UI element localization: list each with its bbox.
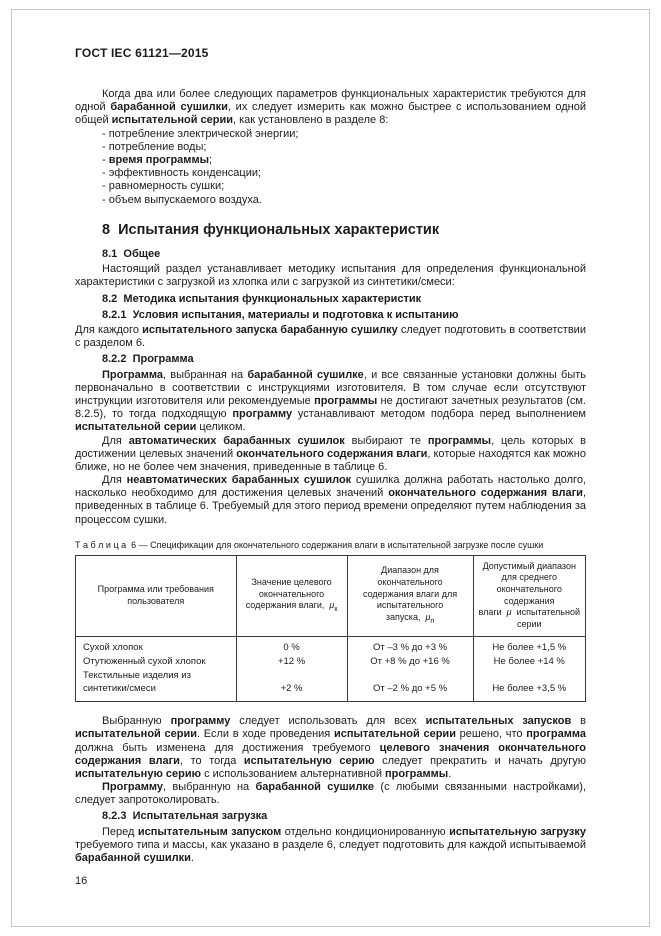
subsection-heading: 8.2.1 Условия испытания, материалы и подготовка к испытанию [102, 308, 459, 321]
emphasized-text: испытательную серию [243, 754, 375, 767]
text-run: Диапазон для окончательного содержания влаги для испытательного запуска, [363, 565, 458, 623]
text-run: , их следует измерить как можно быстрее с использованием одной общей [75, 101, 586, 127]
subsection-heading: 8.2.2 Программа [102, 353, 194, 366]
text-run: ; [208, 153, 213, 166]
text-run: - потребление электрической энергии; [102, 127, 299, 140]
emphasized-text: барабанной сушилке [255, 781, 375, 794]
table-cell: +12 % [236, 655, 347, 669]
page-number: 16 [75, 875, 88, 887]
emphasized-text: программу [170, 715, 231, 728]
list-item [75, 141, 586, 154]
paragraph [75, 324, 586, 350]
text-run: Значение целевого окончательного содержания влаги, [245, 577, 332, 611]
table-cell: От –2 % до +5 % [347, 669, 473, 701]
emphasized-text: испытательную загрузку [449, 825, 586, 838]
list-item [75, 180, 586, 193]
text-run: (с любыми связанными настройками), следует запротоколировать. [75, 781, 587, 807]
emphasized-text: целевого значения окончательного содержания влаги [75, 741, 587, 767]
emphasized-text: Программа [102, 368, 164, 381]
table-row [76, 655, 586, 669]
text-run: устанавливают методом подбора перед выполнением [292, 408, 586, 421]
emphasized-text: неавтоматических барабанных сушилок [126, 474, 352, 487]
text-run: сушилка должна работать настолько долго, насколько необходимо для достижения целевых значений [75, 474, 586, 500]
document-content [75, 88, 586, 865]
column-header [347, 555, 473, 636]
text-run: Перед [102, 825, 138, 838]
text-run: μ [329, 600, 335, 611]
text-run: , как установлено в разделе 8: [233, 114, 389, 127]
emphasized-text: барабанной сушилки [110, 101, 228, 114]
subsection-heading: 8.1 Общее [102, 248, 161, 261]
table-row [76, 669, 586, 701]
emphasized-text: Программу [102, 781, 164, 794]
table-body [76, 636, 586, 701]
paragraph [75, 715, 586, 781]
subsection-heading: 8.2 Методика испытания функциональных характеристик [102, 292, 422, 305]
text-run: Допустимый диапазон для среднего окончательного содержания влаги [478, 560, 576, 618]
paragraph [75, 435, 586, 475]
text-run: не достигают зачетных результатов (см. 8.2.5), то тогда подходящую [75, 394, 586, 421]
emphasized-text: испытательных запусков [425, 715, 572, 728]
text-run: требуемого типа и массы, как указано в разделе 6, следует подготовить для каждой испытываемой [75, 838, 586, 851]
emphasized-text: программы [314, 394, 378, 407]
text-run: п [430, 617, 435, 625]
text-run: следует подготовить в соответствии с разделом 6. [75, 324, 586, 350]
emphasized-text: испытательной серии [75, 421, 197, 434]
text-run: Программа или требования пользователя [97, 584, 214, 606]
emphasized-text: испытательным запуском [137, 825, 282, 838]
table-cell: От –3 % до +3 % [347, 636, 473, 655]
text-run: - объем выпускаемого воздуха. [102, 193, 262, 206]
subsection-heading: 8.2.3 Испытательная загрузка [102, 810, 268, 823]
document-header: ГОСТ IEC 61121—2015 [75, 46, 209, 60]
emphasized-text: автоматических барабанных сушилок [128, 434, 345, 447]
paragraph [75, 781, 586, 807]
text-run: , выбранная на [163, 368, 248, 381]
text-run: в [571, 715, 586, 728]
paragraph [75, 263, 586, 289]
text-run: Для [102, 474, 127, 487]
text-run: решено, что [455, 728, 527, 741]
table-head [76, 555, 586, 636]
text-run: следует использовать для всех [230, 715, 426, 728]
emphasized-text: испытательного запуска барабанную сушилку [142, 324, 398, 337]
text-run: Для каждого [75, 324, 143, 337]
section-heading: 8 Испытания функциональных характеристик [102, 221, 440, 238]
text-run: следует прекратить и начать другую [374, 754, 586, 767]
text-run: выбирают те [344, 434, 428, 447]
text-run: - [102, 153, 109, 166]
text-run: , выбранную на [163, 781, 256, 794]
emphasized-text: испытательной серии [75, 728, 197, 741]
emphasized-text: испытательной серии [333, 728, 456, 741]
table-caption: Т а б л и ц а 6 — Спецификации для окончательного содержания влаги в испытательной загрузке после сушки [75, 539, 544, 550]
emphasized-text: окончательного содержания влаги [236, 447, 428, 460]
text-run: , и все связанные установки должны быть первоначально в соответствии с инструкциями изготовителя. В том случае если отсутствуют инструкции изготовителя или рекомендуемые [75, 368, 587, 407]
text-run: испытательной серии [511, 607, 580, 630]
text-run: Настоящий раздел устанавливает методику испытания для определения функциональной характеристики с загрузкой из хлопка или с загрузкой из синтетики/смеси: [75, 263, 586, 289]
text-run: , приведенных в таблице 6. Требуемый для этого период времени определяют путем наблюдения за процессом сушки. [75, 487, 586, 526]
list-item [75, 154, 586, 167]
text-run: целиком. [196, 421, 246, 434]
table-cell: Сухой хлопок [76, 636, 237, 655]
table-cell: Отутюженный сухой хлопок [76, 655, 237, 669]
table-cell: Текстильные изделия из синтетики/смеси [76, 669, 237, 701]
text-run: - потребление воды; [102, 140, 207, 153]
table-cell: 0 % [236, 636, 347, 655]
paragraph [75, 474, 586, 527]
emphasized-text: барабанной сушилки [75, 852, 191, 864]
moisture-spec-table [75, 555, 586, 703]
table-cell: Не более +3,5 % [473, 669, 585, 701]
text-run: , цель которых в достижении целевых значений [75, 434, 586, 460]
text-run: с использованием альтернативной [201, 767, 386, 780]
emphasized-text: программы [385, 767, 449, 780]
emphasized-text: испытательной серии [111, 114, 234, 127]
paragraph [75, 369, 586, 435]
emphasized-text: программа [526, 728, 586, 741]
text-run: отдельно кондиционированную [281, 825, 450, 838]
emphasized-text: программу [232, 408, 293, 421]
table-cell: Не более +1,5 % [473, 636, 585, 655]
emphasized-text: барабанной сушилке [247, 368, 364, 381]
column-header [236, 555, 347, 636]
text-run: , которые находятся как можно ближе, но не более чем значения, приведенные в таблице 6. [75, 447, 586, 473]
paragraph [75, 88, 586, 128]
table-row [76, 636, 586, 655]
text-run: должна быть изменена для достижения требуемого [75, 741, 380, 754]
text-run: к [334, 606, 338, 614]
emphasized-text: программы [427, 434, 492, 447]
emphasized-text: время программы [108, 153, 209, 166]
text-run: - эффективность конденсации; [102, 167, 262, 180]
paragraph [75, 826, 586, 866]
column-header [76, 555, 237, 636]
table-cell: +2 % [236, 669, 347, 701]
column-header [473, 555, 585, 636]
text-run: - равномерность сушки; [102, 180, 225, 193]
list-item [75, 194, 586, 207]
text-run: Выбранную [102, 715, 171, 728]
text-run: . Если в ходе проведения [196, 728, 334, 741]
emphasized-text: окончательного содержания влаги [388, 487, 583, 500]
list-item [75, 167, 586, 180]
text-run: μ [425, 612, 431, 623]
text-run: . [448, 767, 452, 780]
text-run: Когда два или более следующих параметров функциональных характеристик требуются для одной [75, 88, 586, 114]
list-item [75, 128, 586, 141]
emphasized-text: испытательную серию [75, 767, 202, 780]
text-run: , то тогда [179, 754, 244, 767]
text-run: Для [102, 434, 129, 447]
text-run: . [190, 852, 194, 864]
text-run: μ [506, 607, 512, 618]
table-cell: От +8 % до +16 % [347, 655, 473, 669]
table-cell: Не более +14 % [473, 655, 585, 669]
